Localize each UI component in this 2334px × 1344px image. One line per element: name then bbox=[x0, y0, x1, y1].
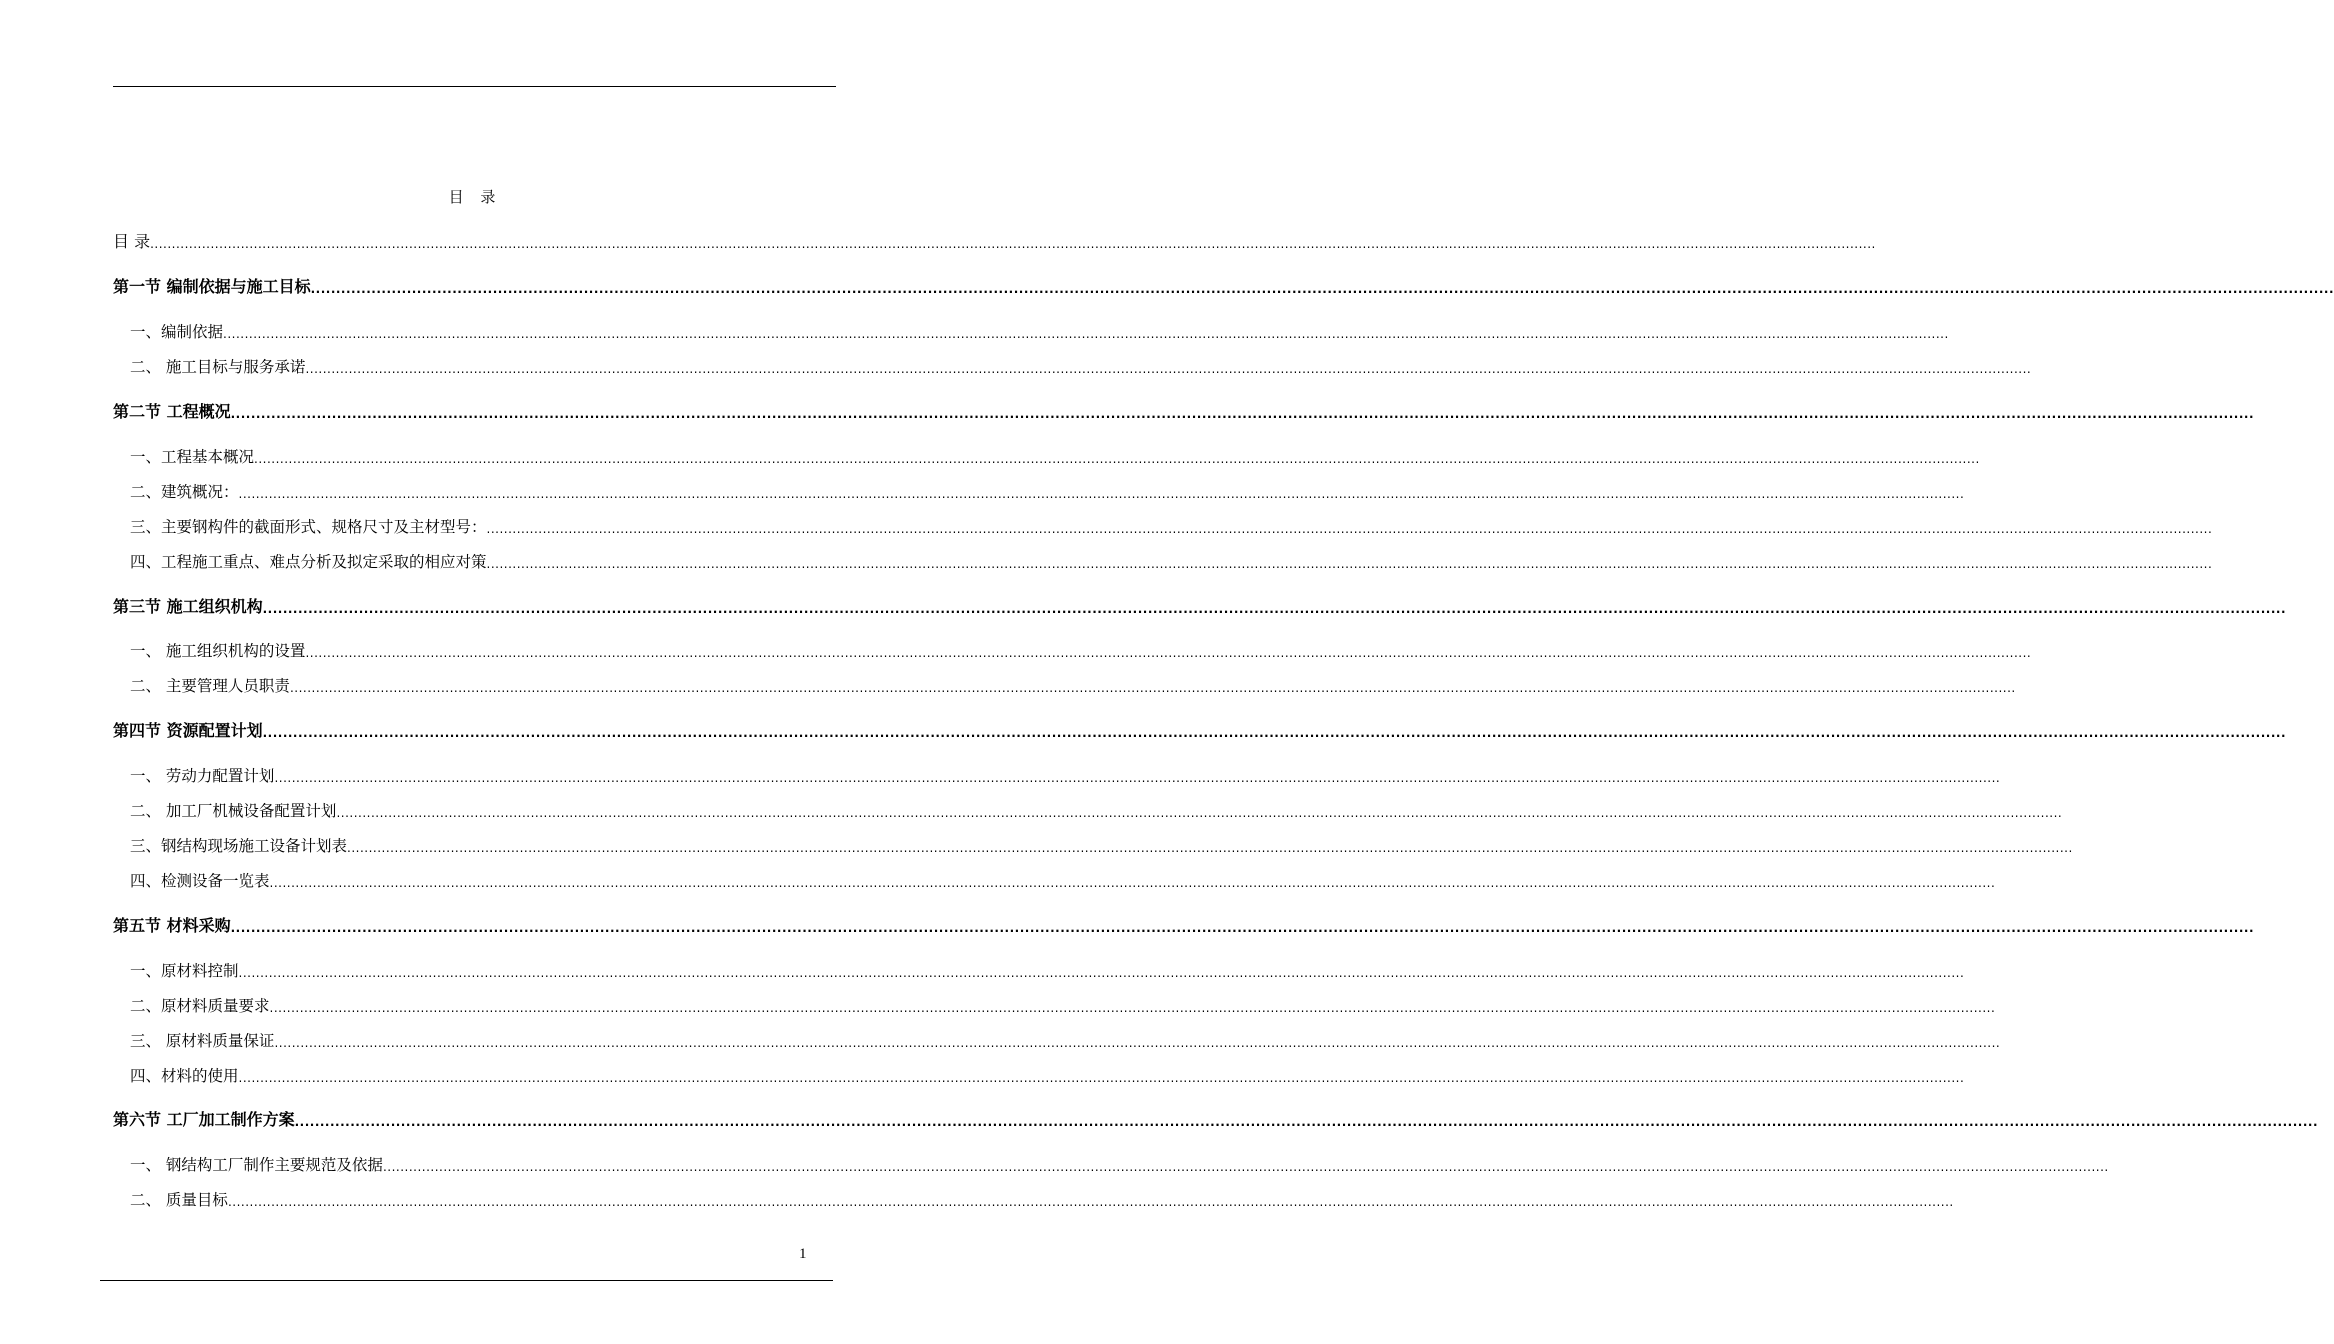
toc-leader-dots: ................................................................................................................................................................................................................................................................................................................................................................................................................ bbox=[310, 282, 2334, 296]
toc-leader-dots: ................................................................................................................................................................................................................................................................................................................................................................................................................ bbox=[294, 1115, 2319, 1129]
toc-entry-label: 一、工程基本概况 bbox=[130, 448, 255, 466]
toc-entry-label: 第六节 工厂加工制作方案 bbox=[113, 1110, 295, 1129]
toc-leader-dots: ................................................................................................................................................................................................................................................................................................................................................................................................................ bbox=[227, 1195, 1954, 1209]
toc-entry-label: 三、钢结构现场施工设备计划表 bbox=[130, 837, 348, 855]
toc-leader-dots: ................................................................................................................................................................................................................................................................................................................................................................................................................ bbox=[486, 557, 2213, 571]
toc-leader-dots: ................................................................................................................................................................................................................................................................................................................................................................................................................ bbox=[336, 806, 2063, 820]
page-number: 1 bbox=[799, 1246, 807, 1262]
footer-rule bbox=[100, 1280, 833, 1281]
toc-entry[interactable] bbox=[130, 797, 2063, 821]
toc-entry-label: 二、原材料质量要求 bbox=[130, 997, 270, 1015]
toc-leader-dots: ................................................................................................................................................................................................................................................................................................................................................................................................................ bbox=[223, 327, 1949, 341]
toc-leader-dots: ................................................................................................................................................................................................................................................................................................................................................................................................................ bbox=[274, 771, 2001, 785]
toc-leader-dots: ................................................................................................................................................................................................................................................................................................................................................................................................................ bbox=[305, 646, 2032, 660]
toc-entry[interactable] bbox=[130, 672, 2016, 696]
toc-heading: 目 录 bbox=[448, 188, 502, 206]
toc-entry[interactable] bbox=[130, 832, 2073, 856]
toc-leader-dots: ................................................................................................................................................................................................................................................................................................................................................................................................................ bbox=[289, 681, 2016, 695]
toc-leader-dots: ................................................................................................................................................................................................................................................................................................................................................................................................................ bbox=[269, 1001, 1996, 1015]
toc-leader-dots: ................................................................................................................................................................................................................................................................................................................................................................................................................ bbox=[269, 876, 1996, 890]
toc-leader-dots: ................................................................................................................................................................................................................................................................................................................................................................................................................ bbox=[262, 726, 2287, 740]
toc-entry[interactable] bbox=[113, 228, 1876, 252]
toc-entry-label: 第二节 工程概况 bbox=[113, 402, 231, 421]
toc-entry-label: 一、 劳动力配置计划 bbox=[130, 767, 275, 785]
toc-entry[interactable] bbox=[130, 353, 2032, 377]
toc-entry[interactable] bbox=[113, 1106, 2319, 1130]
toc-entry[interactable] bbox=[130, 548, 2213, 572]
toc-entry[interactable] bbox=[130, 762, 2001, 786]
toc-entry-label: 二、 质量目标 bbox=[130, 1191, 228, 1209]
header-rule bbox=[113, 86, 836, 87]
toc-entry[interactable] bbox=[130, 318, 1949, 342]
toc-entry-label: 目 录 bbox=[113, 232, 151, 251]
toc-leader-dots: ................................................................................................................................................................................................................................................................................................................................................................................................................ bbox=[230, 407, 2255, 421]
toc-leader-dots: ................................................................................................................................................................................................................................................................................................................................................................................................................ bbox=[150, 237, 1876, 251]
toc-entry[interactable] bbox=[130, 478, 1965, 502]
toc-entry-label: 一、原材料控制 bbox=[130, 962, 239, 980]
toc-entry[interactable] bbox=[130, 1027, 2001, 1051]
toc-entry[interactable] bbox=[130, 443, 1980, 467]
toc-entry-label: 四、检测设备一览表 bbox=[130, 872, 270, 890]
toc-entry-label: 三、 原材料质量保证 bbox=[130, 1032, 275, 1050]
toc-entry-label: 二、 主要管理人员职责 bbox=[130, 677, 290, 695]
toc-entry[interactable] bbox=[130, 1186, 1954, 1210]
toc-entry-label: 四、材料的使用 bbox=[130, 1067, 239, 1085]
toc-entry[interactable] bbox=[130, 637, 2032, 661]
toc-entry[interactable] bbox=[130, 1062, 1965, 1086]
toc-entry-label: 三、主要钢构件的截面形式、规格尺寸及主材型号： bbox=[130, 518, 487, 536]
toc-leader-dots: ................................................................................................................................................................................................................................................................................................................................................................................................................ bbox=[238, 1071, 1965, 1085]
toc-entry[interactable] bbox=[130, 867, 1996, 891]
toc-entry[interactable] bbox=[130, 992, 1996, 1016]
toc-entry[interactable] bbox=[113, 398, 2255, 422]
toc-entry[interactable] bbox=[113, 593, 2287, 617]
toc-entry-label: 四、工程施工重点、难点分析及拟定采取的相应对策 bbox=[130, 553, 487, 571]
toc-leader-dots: ................................................................................................................................................................................................................................................................................................................................................................................................................ bbox=[254, 452, 1980, 466]
toc-leader-dots: ................................................................................................................................................................................................................................................................................................................................................................................................................ bbox=[305, 362, 2032, 376]
toc-leader-dots: ................................................................................................................................................................................................................................................................................................................................................................................................................ bbox=[238, 966, 1965, 980]
toc-entry-label: 第三节 施工组织机构 bbox=[113, 597, 263, 616]
toc-entry-label: 一、 施工组织机构的设置 bbox=[130, 642, 306, 660]
toc-entry-label: 第一节 编制依据与施工目标 bbox=[113, 277, 311, 296]
toc-leader-dots: ................................................................................................................................................................................................................................................................................................................................................................................................................ bbox=[347, 841, 2073, 855]
toc-leader-dots: ................................................................................................................................................................................................................................................................................................................................................................................................................ bbox=[230, 921, 2255, 935]
toc-entry-label: 第五节 材料采购 bbox=[113, 916, 231, 935]
toc-entry-label: 二、建筑概况： bbox=[130, 483, 239, 501]
toc-leader-dots: ................................................................................................................................................................................................................................................................................................................................................................................................................ bbox=[262, 602, 2287, 616]
toc-entry-label: 二、 加工厂机械设备配置计划 bbox=[130, 802, 337, 820]
toc-entry-label: 一、编制依据 bbox=[130, 323, 224, 341]
toc-leader-dots: ................................................................................................................................................................................................................................................................................................................................................................................................................ bbox=[238, 487, 1965, 501]
toc-entry[interactable] bbox=[130, 1151, 2109, 1175]
toc-leader-dots: ................................................................................................................................................................................................................................................................................................................................................................................................................ bbox=[274, 1036, 2001, 1050]
toc-leader-dots: ................................................................................................................................................................................................................................................................................................................................................................................................................ bbox=[382, 1160, 2109, 1174]
toc-entry[interactable] bbox=[113, 912, 2255, 936]
toc-entry-label: 第四节 资源配置计划 bbox=[113, 721, 263, 740]
toc-entry[interactable] bbox=[130, 957, 1965, 981]
toc-leader-dots: ................................................................................................................................................................................................................................................................................................................................................................................................................ bbox=[486, 522, 2213, 536]
toc-entry[interactable] bbox=[113, 717, 2287, 741]
toc-entry[interactable] bbox=[130, 513, 2213, 537]
toc-entry-label: 二、 施工目标与服务承诺 bbox=[130, 358, 306, 376]
toc-entry[interactable] bbox=[113, 273, 2334, 297]
toc-entry-label: 一、 钢结构工厂制作主要规范及依据 bbox=[130, 1156, 383, 1174]
